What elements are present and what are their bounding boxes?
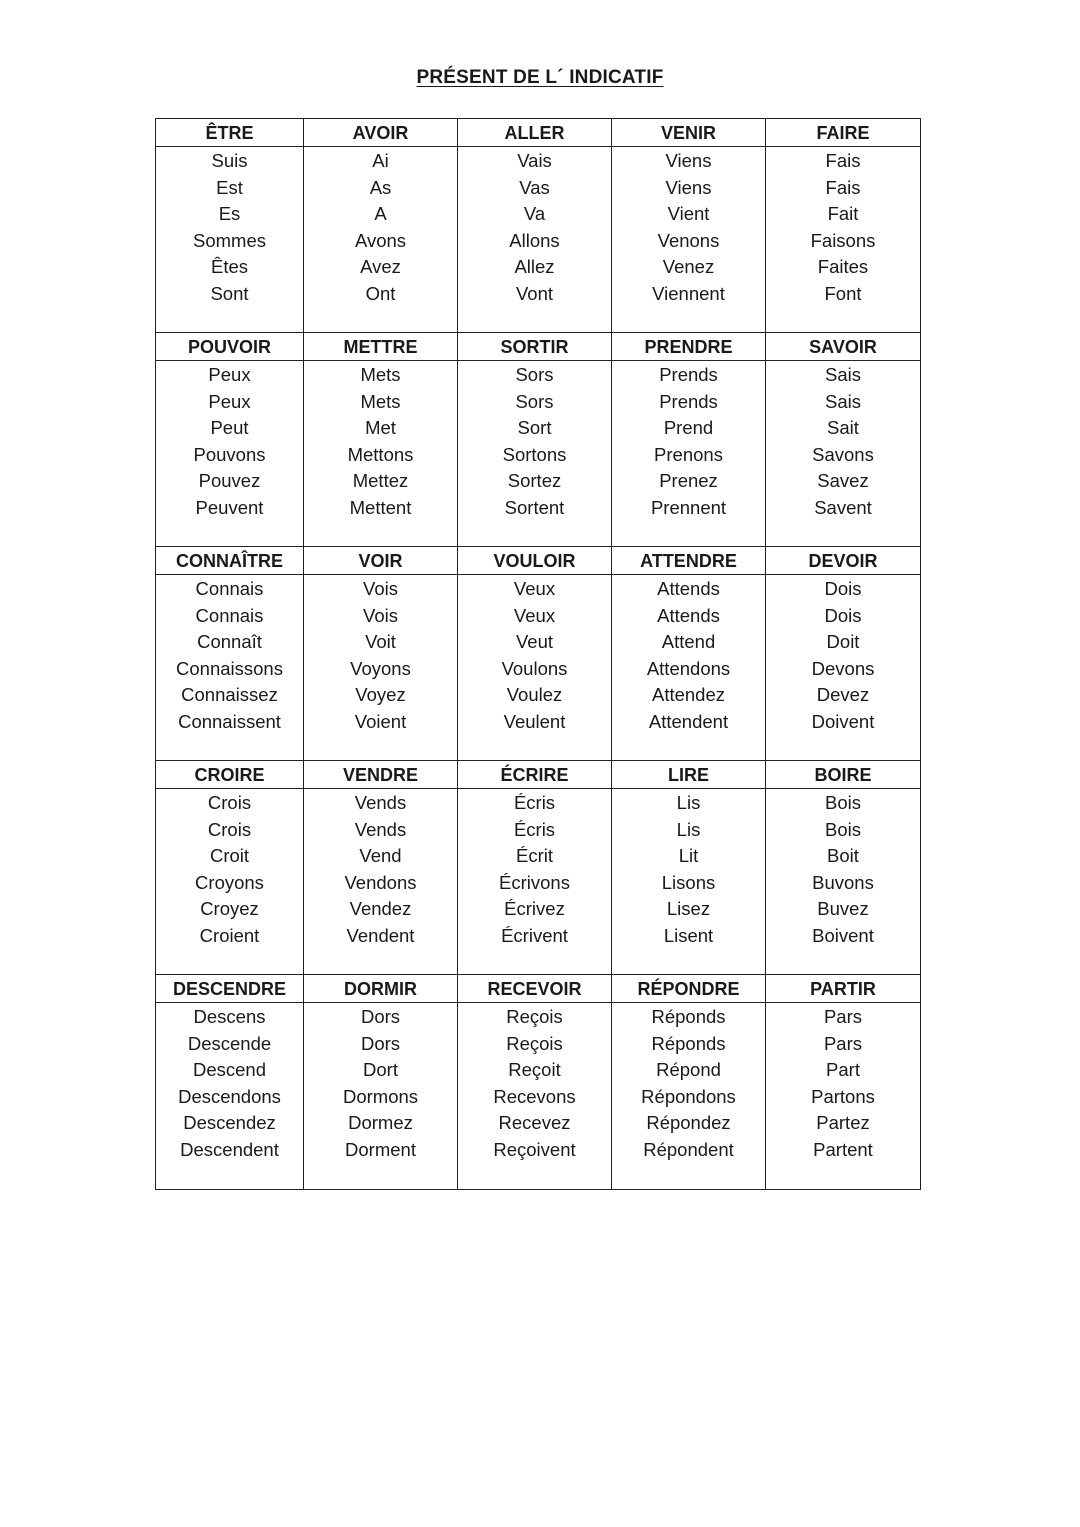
conjugated-form: Pouvons <box>193 443 266 465</box>
conjugation-list <box>612 148 765 308</box>
conjugated-form: Bois <box>825 792 861 813</box>
verb-header: CONNAÎTRE <box>156 547 303 575</box>
conjugated-form: Écris <box>513 818 556 840</box>
verb-header: FAIRE <box>766 119 920 147</box>
conjugated-form: Descendent <box>180 1138 279 1160</box>
conjugated-form: Met <box>365 417 396 439</box>
conjugated-form: Lisent <box>663 924 714 946</box>
verb-cell <box>304 119 458 333</box>
conjugated-form: Es <box>218 203 241 225</box>
verb-header: ATTENDRE <box>612 547 765 575</box>
verb-header: ÉCRIRE <box>458 761 611 789</box>
conjugated-form: Répond <box>656 1059 721 1081</box>
conjugated-form: Suis <box>211 150 248 171</box>
conjugated-form: Viens <box>665 176 712 198</box>
conjugation-list <box>156 362 303 522</box>
verb-header: POUVOIR <box>156 333 303 361</box>
conjugated-form: Buvez <box>817 898 869 920</box>
conjugated-form: Vends <box>354 792 407 813</box>
conjugated-form: Lit <box>678 845 699 867</box>
conjugated-form: Connaissez <box>181 684 278 706</box>
verb-header: DORMIR <box>304 975 457 1003</box>
conjugated-form: Descendez <box>183 1112 276 1134</box>
conjugation-list <box>766 576 920 736</box>
conjugated-form: Boit <box>827 845 859 867</box>
conjugated-form: Lis <box>676 818 701 840</box>
conjugated-form: Mettent <box>349 496 412 518</box>
conjugated-form: Attend <box>661 631 716 653</box>
conjugated-form: Attendent <box>648 710 729 732</box>
conjugated-form: Vois <box>363 604 398 626</box>
conjugated-form: Vais <box>517 150 552 171</box>
conjugation-list <box>156 148 303 308</box>
conjugation-list <box>304 148 457 308</box>
conjugated-form: Écrivons <box>499 871 570 893</box>
conjugated-form: Prends <box>659 390 718 412</box>
verb-cell <box>156 547 304 761</box>
conjugation-list <box>612 362 765 522</box>
conjugated-form: Descend <box>192 1059 266 1081</box>
conjugation-list <box>304 576 457 736</box>
conjugated-form: Lisons <box>661 871 716 893</box>
conjugated-form: Avez <box>360 256 401 278</box>
conjugated-form: Savent <box>814 496 872 518</box>
conjugated-form: Voient <box>354 710 407 732</box>
conjugation-list <box>458 576 611 736</box>
conjugated-form: Buvons <box>812 871 874 893</box>
conjugated-form: Prenez <box>659 470 718 492</box>
verb-header: ÊTRE <box>156 119 303 147</box>
verb-cell <box>612 333 766 547</box>
conjugated-form: Reçois <box>506 1032 563 1054</box>
conjugated-form: Attendons <box>646 657 731 679</box>
verb-header: LIRE <box>612 761 765 789</box>
conjugated-form: Lis <box>676 792 701 813</box>
conjugated-form: Croyez <box>200 898 259 920</box>
conjugated-form: Sortent <box>504 496 565 518</box>
conjugated-form: Peux <box>208 364 251 385</box>
verb-cell <box>304 547 458 761</box>
conjugated-form: Dorment <box>345 1138 416 1160</box>
conjugated-form: Fais <box>825 150 861 171</box>
verb-cell <box>304 761 458 975</box>
conjugated-form: Savez <box>817 470 869 492</box>
verb-cell <box>458 761 612 975</box>
conjugated-form: As <box>369 176 392 198</box>
conjugated-form: Devez <box>816 684 870 706</box>
conjugated-form: Partent <box>813 1138 873 1160</box>
conjugated-form: Voulons <box>501 657 568 679</box>
conjugated-form: Voit <box>365 631 396 653</box>
conjugated-form: Fais <box>825 176 861 198</box>
conjugated-form: Prenons <box>654 443 723 465</box>
verb-header: BOIRE <box>766 761 920 789</box>
conjugated-form: Venons <box>657 229 720 251</box>
verb-cell <box>766 761 920 975</box>
conjugated-form: Mettons <box>347 443 414 465</box>
conjugation-table <box>155 118 921 1190</box>
conjugated-form: Voyez <box>355 684 406 706</box>
conjugation-list <box>612 790 765 950</box>
conjugated-form: Veulent <box>503 710 566 732</box>
conjugated-form: Dors <box>360 1006 401 1027</box>
conjugated-form: Connais <box>195 578 264 599</box>
verb-header: SAVOIR <box>766 333 920 361</box>
conjugated-form: Sommes <box>193 229 266 251</box>
verb-cell <box>458 975 612 1189</box>
conjugation-list <box>304 1004 457 1164</box>
conjugation-list <box>458 148 611 308</box>
conjugated-form: Descende <box>187 1032 272 1054</box>
conjugation-list <box>612 1004 765 1164</box>
conjugated-form: Écrivez <box>504 898 565 920</box>
verb-cell <box>612 975 766 1189</box>
conjugated-form: Croient <box>199 924 260 946</box>
conjugated-form: Peux <box>208 390 251 412</box>
conjugated-form: Lisez <box>666 898 711 920</box>
conjugated-form: Attendez <box>651 684 726 706</box>
verb-header: PRENDRE <box>612 333 765 361</box>
conjugated-form: Reçois <box>506 1006 563 1027</box>
conjugated-form: Écris <box>513 792 556 813</box>
conjugated-form: Réponds <box>651 1032 726 1054</box>
conjugated-form: Répondons <box>641 1085 736 1107</box>
conjugated-form: Vendez <box>349 898 412 920</box>
conjugated-form: Sortez <box>507 470 562 492</box>
conjugated-form: Connaissons <box>176 657 283 679</box>
conjugated-form: Pars <box>823 1032 863 1054</box>
conjugation-list <box>156 790 303 950</box>
conjugated-form: Mettez <box>352 470 409 492</box>
conjugated-form: Connaît <box>197 631 262 653</box>
conjugated-form: Veut <box>515 631 554 653</box>
conjugated-form: Est <box>216 176 243 198</box>
conjugated-form: Descens <box>193 1006 266 1027</box>
conjugated-form: Peuvent <box>195 496 264 518</box>
conjugated-form: Sais <box>825 390 861 412</box>
conjugation-list <box>766 790 920 950</box>
verb-header: SORTIR <box>458 333 611 361</box>
conjugated-form: Bois <box>825 818 861 840</box>
conjugated-form: Attends <box>657 578 720 599</box>
page-title: PRÉSENT DE L´ INDICATIF <box>416 67 664 88</box>
conjugated-form: Prend <box>663 417 714 439</box>
verb-header: AVOIR <box>304 119 457 147</box>
conjugated-form: A <box>374 203 387 225</box>
conjugated-form: Allez <box>514 256 555 278</box>
conjugated-form: Êtes <box>210 256 249 278</box>
conjugated-form: Recevons <box>493 1085 576 1107</box>
conjugated-form: Écrit <box>516 845 553 867</box>
verb-header: PARTIR <box>766 975 920 1003</box>
conjugated-form: Prends <box>659 364 718 385</box>
conjugated-form: Pouvez <box>198 470 261 492</box>
conjugated-form: Connaissent <box>178 710 281 732</box>
verb-cell <box>156 975 304 1189</box>
conjugated-form: Connais <box>195 604 264 626</box>
conjugated-form: Croit <box>209 845 250 867</box>
conjugated-form: Doivent <box>811 710 875 732</box>
conjugation-list <box>304 362 457 522</box>
conjugated-form: Dois <box>824 578 862 599</box>
conjugated-form: Crois <box>207 792 252 813</box>
conjugated-form: Venez <box>662 256 715 278</box>
conjugated-form: Boivent <box>812 924 874 946</box>
conjugated-form: Vends <box>354 818 407 840</box>
conjugated-form: Répondent <box>643 1138 734 1160</box>
conjugated-form: Doit <box>826 631 860 653</box>
conjugated-form: Peut <box>210 417 249 439</box>
conjugated-form: Faites <box>817 256 869 278</box>
conjugated-form: Sors <box>515 364 554 385</box>
conjugated-form: Dors <box>360 1032 401 1054</box>
conjugated-form: Réponds <box>651 1006 726 1027</box>
verb-cell <box>458 333 612 547</box>
verb-cell <box>304 333 458 547</box>
verb-header: ALLER <box>458 119 611 147</box>
conjugated-form: Pars <box>823 1006 863 1027</box>
verb-header: VENIR <box>612 119 765 147</box>
conjugation-list <box>458 790 611 950</box>
conjugated-form: Attends <box>657 604 720 626</box>
verb-header: VOULOIR <box>458 547 611 575</box>
conjugated-form: Répondez <box>646 1112 731 1134</box>
conjugation-list <box>766 362 920 522</box>
conjugated-form: Faisons <box>810 229 876 251</box>
conjugated-form: Allons <box>509 229 560 251</box>
conjugated-form: Va <box>523 203 546 225</box>
conjugated-form: Partez <box>816 1112 870 1134</box>
verb-cell <box>156 761 304 975</box>
verb-header: DESCENDRE <box>156 975 303 1003</box>
conjugated-form: Crois <box>207 818 252 840</box>
conjugated-form: Dormez <box>348 1112 413 1134</box>
conjugated-form: Font <box>824 282 862 304</box>
conjugated-form: Vas <box>519 176 550 198</box>
conjugated-form: Sort <box>517 417 552 439</box>
conjugated-form: Sors <box>515 390 554 412</box>
conjugated-form: Prennent <box>650 496 727 518</box>
conjugation-list <box>156 1004 303 1164</box>
verb-cell <box>156 119 304 333</box>
conjugated-form: Fait <box>827 203 859 225</box>
conjugated-form: Partons <box>811 1085 875 1107</box>
conjugated-form: Vendent <box>346 924 415 946</box>
conjugated-form: Vois <box>363 578 398 599</box>
conjugated-form: Vendons <box>344 871 417 893</box>
conjugated-form: Ai <box>372 150 389 171</box>
conjugated-form: Reçoivent <box>493 1138 576 1160</box>
verb-cell <box>612 761 766 975</box>
conjugation-list <box>156 576 303 736</box>
conjugation-list <box>766 148 920 308</box>
conjugated-form: Vont <box>515 282 554 304</box>
verb-cell <box>612 119 766 333</box>
conjugated-form: Sortons <box>502 443 567 465</box>
conjugation-list <box>458 1004 611 1164</box>
conjugated-form: Reçoit <box>508 1059 561 1081</box>
conjugated-form: Sait <box>827 417 859 439</box>
conjugated-form: Avons <box>354 229 407 251</box>
verb-header: DEVOIR <box>766 547 920 575</box>
conjugated-form: Voyons <box>350 657 411 679</box>
conjugation-list <box>458 362 611 522</box>
verb-header: RECEVOIR <box>458 975 611 1003</box>
verb-header: VOIR <box>304 547 457 575</box>
conjugated-form: Descendons <box>178 1085 281 1107</box>
conjugated-form: Savons <box>812 443 874 465</box>
verb-cell <box>766 333 920 547</box>
verb-header: RÉPONDRE <box>612 975 765 1003</box>
conjugated-form: Sais <box>825 364 861 385</box>
verb-header: METTRE <box>304 333 457 361</box>
conjugated-form: Croyons <box>195 871 264 893</box>
verb-cell <box>766 547 920 761</box>
conjugated-form: Sont <box>210 282 249 304</box>
conjugated-form: Mets <box>360 390 401 412</box>
conjugated-form: Dois <box>824 604 862 626</box>
verb-header: VENDRE <box>304 761 457 789</box>
conjugated-form: Voulez <box>506 684 563 706</box>
conjugated-form: Part <box>826 1059 860 1081</box>
conjugated-form: Écrivent <box>501 924 568 946</box>
conjugated-form: Vend <box>359 845 402 867</box>
verb-cell <box>612 547 766 761</box>
conjugated-form: Veux <box>513 604 556 626</box>
conjugated-form: Recevez <box>498 1112 571 1134</box>
verb-cell <box>458 119 612 333</box>
verb-cell <box>458 547 612 761</box>
conjugated-form: Viennent <box>652 282 725 304</box>
conjugated-form: Ont <box>365 282 396 304</box>
conjugation-list <box>612 576 765 736</box>
conjugated-form: Vient <box>667 203 710 225</box>
conjugated-form: Dormons <box>342 1085 419 1107</box>
conjugated-form: Dort <box>363 1059 398 1081</box>
conjugated-form: Viens <box>665 150 712 171</box>
verb-cell <box>766 975 920 1189</box>
conjugated-form: Mets <box>360 364 401 385</box>
conjugated-form: Devons <box>811 657 875 679</box>
conjugated-form: Veux <box>513 578 556 599</box>
verb-cell <box>304 975 458 1189</box>
verb-cell <box>766 119 920 333</box>
conjugation-list <box>766 1004 920 1164</box>
verb-cell <box>156 333 304 547</box>
conjugation-list <box>304 790 457 950</box>
verb-header: CROIRE <box>156 761 303 789</box>
